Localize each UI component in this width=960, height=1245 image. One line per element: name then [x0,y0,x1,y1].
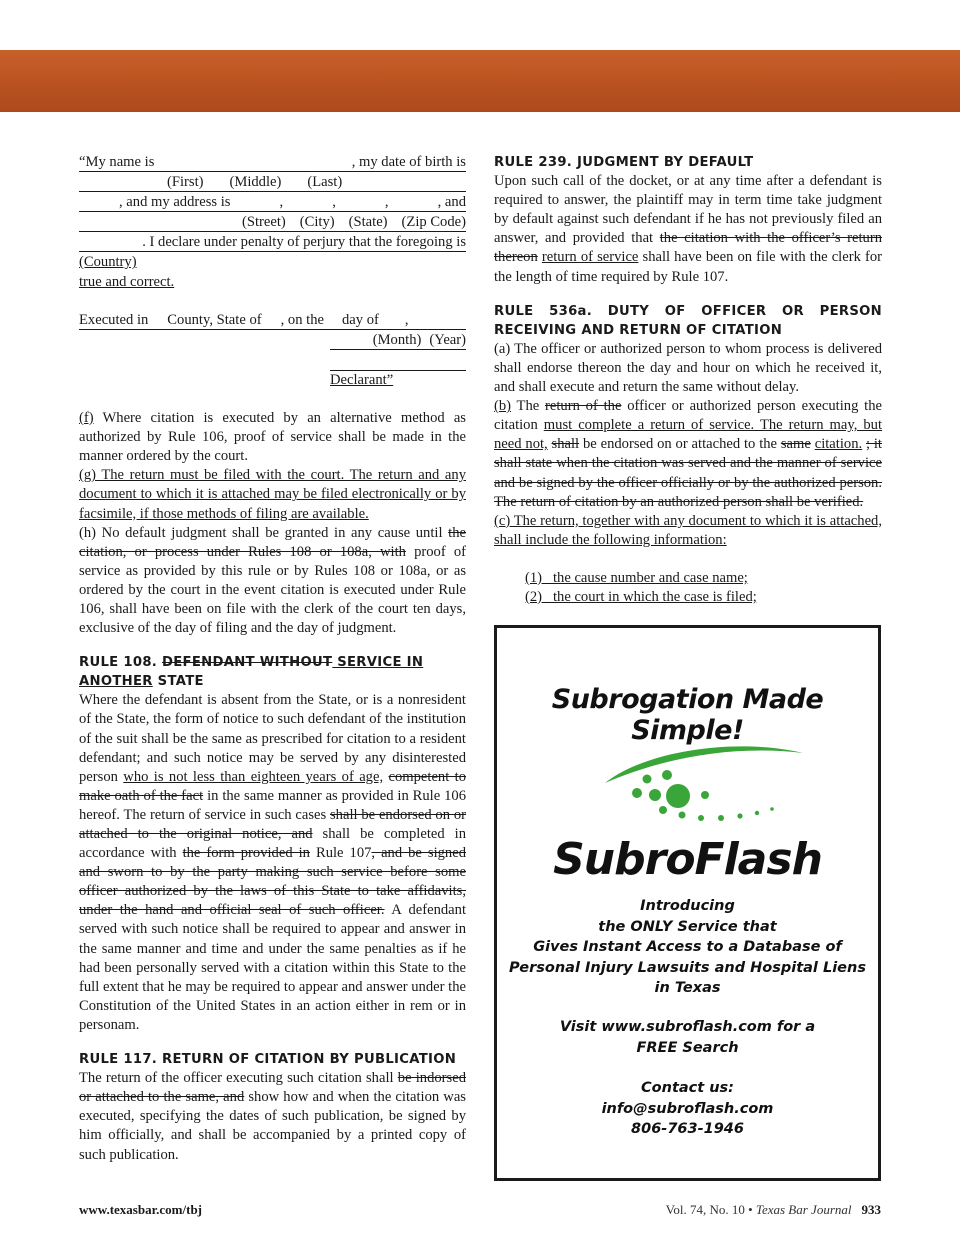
ad-text-line: Personal Injury Lawsuits and Hospital Liens [509,959,866,976]
form-label: Executed in [79,311,149,328]
paragraph-text: show how and when the citation was executed, specifying the dates of such publication, be signed by him officially, and shall be accompanied by a printed copy of such publication. [79,1089,466,1163]
paragraph-text: be endorsed on or attached to the [579,436,781,453]
rule-536a-c: (c) The return, together with any document to which it is attached, shall include the following information: [494,512,882,548]
heading-text: RULE 108. [79,655,162,671]
paragraph-text: shall have been on file with the clerk for the length of time required by Rule 107. [494,249,882,285]
form-label: (Street) [242,214,286,231]
form-line [79,253,466,272]
ad-text-line: Introducing [640,898,735,914]
ad-text-line: in Texas [654,980,721,996]
form-label: County, State of [167,311,262,328]
paragraph-text: The return of the officer executing such citation shall [79,1070,398,1087]
rule-536a-b [494,397,882,512]
declaration-form [79,153,466,390]
form-label: . I declare under penalty of perjury that the foregoing is [142,234,466,251]
form-label: , [404,311,409,328]
ad-visit-text[interactable] [497,1017,878,1058]
rule-108-body [79,691,466,1035]
form-line [79,193,466,212]
form-line [330,371,466,390]
deleted-text: competent to make oath of the fact [79,768,466,804]
form-line [79,173,466,192]
paragraph-text: Where citation is executed by an alternative method as authorized by Rule 106, proof of service shall be made in the manner ordered by the court. [79,410,466,465]
paragraph-g: (g) The return must be filed with the court. The return and any document to which it is attached may be filed electronically or by facsimile, if those methods of filing are available. [79,467,466,522]
form-label: (Country) [79,254,137,271]
deleted-text: return of the [545,398,622,415]
ad-text-line: FREE Search [636,1039,739,1056]
paragraph-text: A defendant served with such notice shall be required to appear and answer in the same manner and time and under the same penalties as if he had been personally served with a citation within this State to the full extent that he may be required to appear and answer under the Constitution of the United States in an action either in rem or in personam. [79,902,466,1033]
form-label: , [384,194,389,211]
page-number: 933 [861,1202,881,1217]
rule-108-heading [79,653,466,691]
deleted-text: the citation with the officer’s return thereon [494,230,883,266]
form-label: (First) [167,174,204,191]
ad-text-line: the ONLY Service that [598,918,777,935]
rule-536a-heading: RULE 536a. DUTY OF OFFICER OR PERSON RECEIVING AND RETURN OF CITATION [494,303,882,338]
deleted-text: DEFENDANT WITHOUT [162,655,333,671]
rule-536a-a: (a) The officer or authorized person to whom process is delivered shall endorse thereon the day and hour on which he received it, and shall execute and return the same without delay. [494,340,882,396]
deleted-text: shall [551,436,580,453]
form-label: , on the [280,311,324,328]
rule-117-heading: RULE 117. RETURN OF CITATION BY PUBLICATION [79,1052,457,1068]
form-label: (Year) [429,331,466,348]
form-label: , and [437,194,466,211]
inserted-text: who is not less than eighteen years of age, [123,768,384,785]
paragraph-h [79,524,466,639]
ad-contact-label: Contact us: [641,1080,734,1096]
inserted-text: SERVICE IN ANOTHER [79,655,424,690]
form-line [79,311,466,330]
paragraph-text: Upon such call of the docket, or at any time after a defendant is required to answer, the plaintiff may in term time take judgment by default against such defendant if he has not previously filed an answer, and provided that [494,173,882,247]
form-line [330,331,466,350]
paragraph-text: Where the defendant is absent from the State, or is a nonresident of the State, the form of notice to such defendant of the institution of the suit shall be the same as prescribed for citation to a resident defendant; and such notice may be served by any disinterested person [79,692,466,785]
rule-239-body [494,172,882,287]
inserted-text: must complete a return of service. The return may, but need not, [494,417,883,453]
ad-contact-block [497,1078,878,1140]
header-banner [0,50,960,112]
inserted-text: return of service [541,249,639,266]
right-column [494,153,882,607]
ad-text-line: Gives Instant Access to a Database of [533,939,842,955]
deleted-text: same [780,436,811,453]
paragraph-text: shall be completed in accordance with [79,826,466,862]
form-label: , my date of birth is [351,154,466,170]
form-label: , and my address is [119,194,231,211]
paragraph-text: (h) No default judgment shall be granted in any cause until [79,524,449,541]
form-label: day of [341,311,379,328]
form-label: , [279,194,284,211]
footer-volume: Vol. 74, No. 10 [665,1202,745,1217]
form-label: , [332,194,336,211]
info-list [494,569,882,607]
form-label: (Middle) [229,174,282,191]
form-label: (Last) [307,174,343,191]
form-label: (Month) [372,331,422,348]
paragraph-text: proof of service as provided by this rule or by Rules 108 or 108a, or as ordered by the court in the event citation is executed under Rule 106, shall have been on file with the clerk of the court ten days, exclusive of the day of filing and the day of judgment. [79,543,466,637]
paragraph-text: officer or authorized person executing the citation [494,398,882,434]
footer-separator: • [744,1202,756,1217]
deleted-text: the form provided in [182,845,310,862]
paragraph-text: The [511,398,546,415]
form-line [79,233,466,252]
signature-line [330,351,466,371]
deleted-text: shall be endorsed on or attached to the original notice, and [79,806,466,842]
form-line [79,213,466,232]
clause-mark: (b) [494,398,512,415]
ad-intro-text [497,896,878,999]
declarant-label: Declarant” [330,371,394,388]
list-item: (2) the court in which the case is filed; [525,588,757,605]
form-label: (City) [299,214,335,231]
left-column [79,153,466,1165]
form-label: “My name is [79,154,155,170]
rule-239-heading: RULE 239. JUDGMENT BY DEFAULT [494,155,754,170]
form-label: (Zip Code) [401,214,466,231]
form-label: (State) [348,214,388,231]
form-line [79,273,466,292]
deleted-text: ; it shall state when the citation was served and the manner of service and be signed by the officer officially or by the authorized person. The return of citation by an authorized person shall be verified. [494,436,882,510]
deleted-text: the citation, or process under Rules 108 or 108a, with [79,524,466,560]
ad-phone-number[interactable]: 806-763-1946 [631,1121,744,1137]
subroflash-logo-icon [575,743,805,823]
paragraph-text: Rule 107 [309,845,372,862]
form-label: true and correct. [79,273,175,290]
ad-headline: Subrogation Made Simple! [551,684,824,746]
footer-issue-info [666,1202,881,1218]
paragraph-f [79,409,466,466]
clause-mark: (f) [79,410,94,427]
rule-117-body [79,1069,466,1164]
heading-text: STATE [152,674,204,690]
deleted-text: be indorsed or attached to the same, and [79,1070,466,1106]
footer-journal-name: Texas Bar Journal [755,1202,852,1217]
form-line [79,153,466,172]
inserted-text: citation. [814,436,863,453]
ad-website-link[interactable]: Visit www.subroflash.com for a [559,1019,816,1035]
footer-url[interactable]: www.texasbar.com/tbj [79,1202,203,1217]
deleted-text: , and be signed and sworn to by the party making such service before some officer authorized by the laws of this State to take affidavits, under the hand and official seal of such officer. [79,845,466,919]
paragraph-text: in the same manner as provided in Rule 106 hereof. The return of service in such cases [79,787,466,823]
ad-brand-name: SubroFlash [553,834,822,885]
list-item: (1) the cause number and case name; [525,569,748,586]
ad-email-link[interactable]: info@subroflash.com [601,1100,774,1117]
subroflash-advertisement[interactable] [494,625,881,1181]
